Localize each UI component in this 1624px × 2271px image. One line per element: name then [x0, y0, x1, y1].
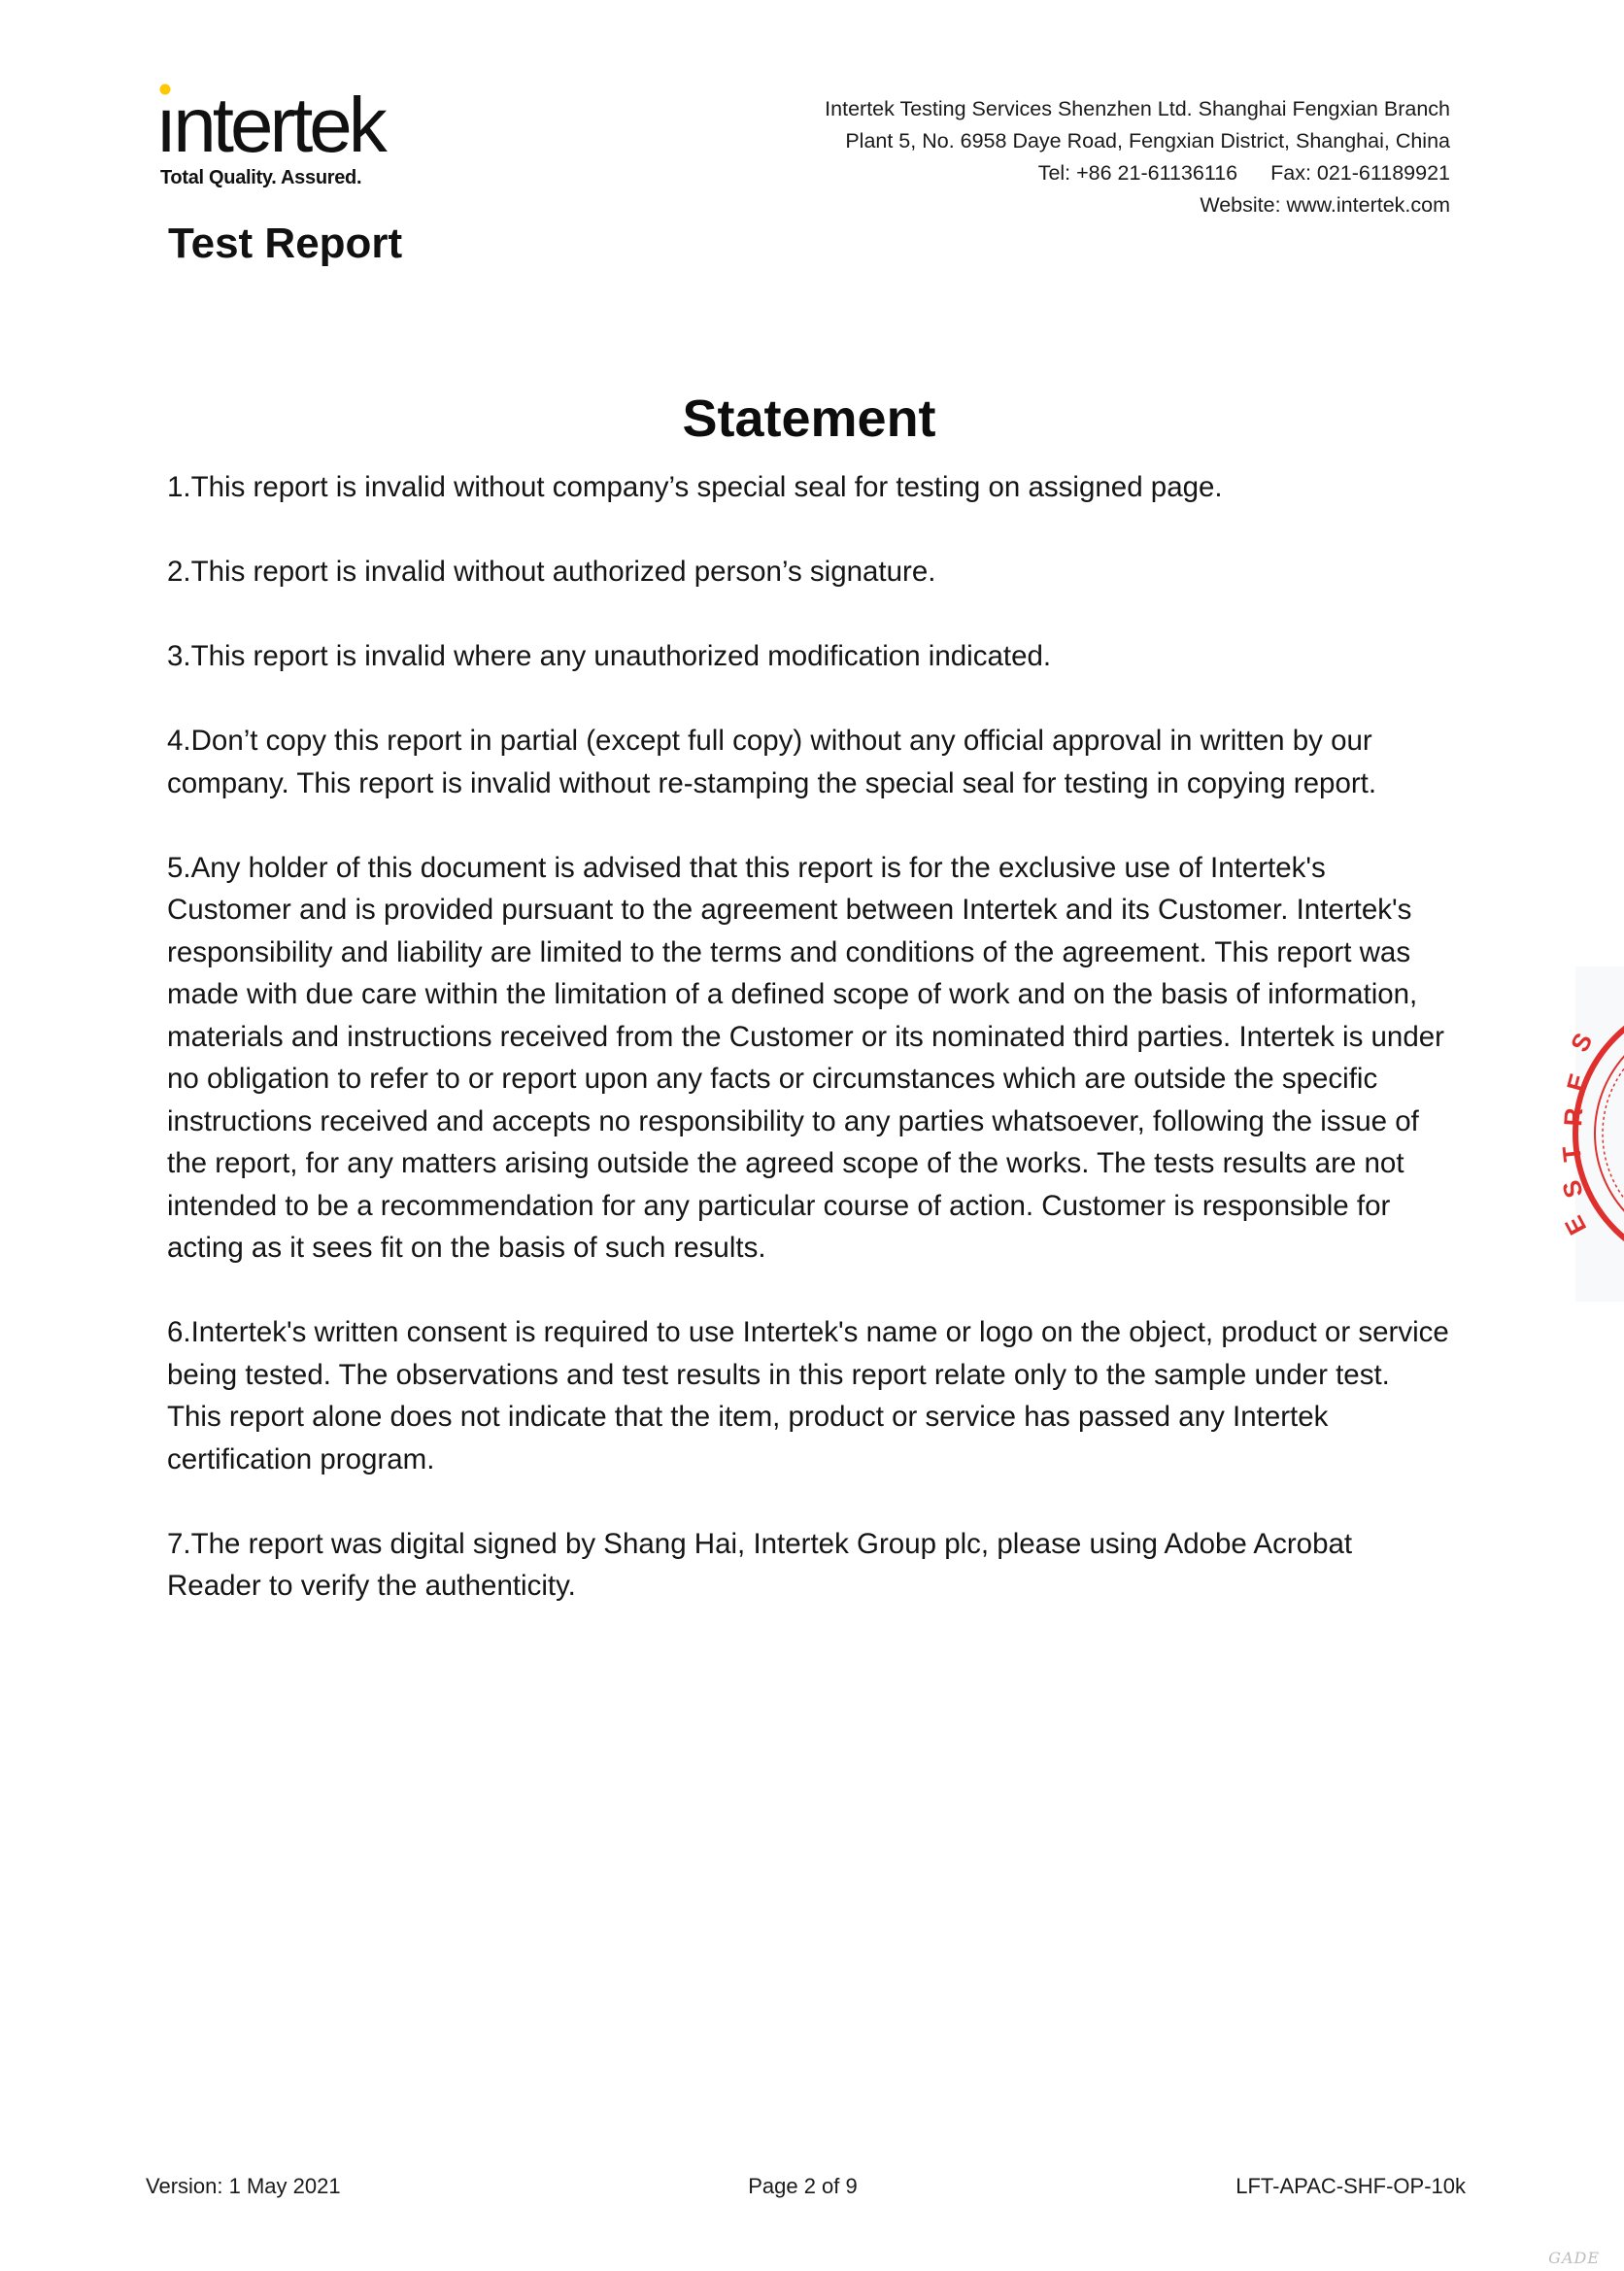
logo-tagline: Total Quality. Assured.: [160, 167, 362, 188]
svg-text:S: S: [1564, 1028, 1599, 1057]
fax: Fax: 021-61189921: [1270, 161, 1450, 185]
statement-title: Statement: [682, 390, 936, 448]
company-address: [825, 93, 1450, 221]
contact-line: [825, 157, 1450, 189]
svg-text:E: E: [1558, 1210, 1593, 1240]
street-address: Plant 5, No. 6958 Daye Road, Fengxian District, Shanghai, China: [845, 129, 1450, 153]
footer-page-number: Page 2 of 9: [748, 2174, 858, 2198]
footer-version: Version: 1 May 2021: [146, 2174, 341, 2198]
svg-text:S: S: [1556, 1176, 1589, 1202]
statement-item: 6.Intertek's written consent is required to use Intertek's name or logo on the object, product or service being tested. The observations and test results in this report relate only to the sample under test. This report alone does not indicate that the item, product or service has passed any Intertek certification program.: [167, 1316, 1449, 1475]
footer-document-code: LFT-APAC-SHF-OP-10k: [1235, 2174, 1466, 2198]
svg-text:R: R: [1558, 1106, 1589, 1128]
company-name: Intertek Testing Services Shenzhen Ltd. Shanghai Fengxian Branch: [825, 97, 1450, 120]
statement-item: 7.The report was digital signed by Shang Hai, Intertek Group plc, please using Adobe Acrobat Reader to verify the authenticity.: [167, 1527, 1353, 1602]
statement-item: 3.This report is invalid where any unauthorized modification indicated.: [167, 640, 1052, 672]
watermark: GADE: [1548, 2249, 1600, 2267]
svg-text:T: T: [1556, 1144, 1587, 1164]
svg-text:E: E: [1560, 1070, 1594, 1095]
statement-item: 4.Don’t copy this report in partial (except full copy) without any official approval in written by our company. This report is invalid without re-stamping the special seal for testing in copying report.: [167, 725, 1377, 799]
telephone: Tel: +86 21-61136116: [1037, 161, 1238, 185]
seal-stamp-icon: [1556, 966, 1624, 1302]
svg-text:ıntertek: ıntertek: [155, 82, 384, 168]
statement-item: 5.Any holder of this document is advised that this report is for the exclusive use of Intertek's Customer and is provided pursuant to the agreement between Intertek and its Customer. Intertek's responsibility and liability are limited to the terms and conditions of the agreement. This report was made with due care within the limitation of a defined scope of work and on the basis of information, materials and instructions received from the Customer or its nominated third parties. Intertek is under no obligation to refer to or report upon any facts or circumstances which are outside the specific instructions received and accepts no responsibility to any parties whatsoever, following the issue of the report, for any matters arising outside the agreed scope of the works. The tests results are not intended to be a recommendation for any particular course of action. Customer is responsible for acting as it sees fit on the basis of such results.: [167, 851, 1444, 1264]
statement-item: 2.This report is invalid without authorized person’s signature.: [167, 556, 936, 588]
website: Website: www.intertek.com: [1200, 193, 1450, 217]
statement-list: [167, 466, 1449, 1649]
statement-item: 1.This report is invalid without company’s special seal for testing on assigned page.: [167, 471, 1223, 503]
intertek-logo: [155, 82, 450, 192]
intertek-wordmark-icon: [155, 82, 450, 168]
report-title: Test Report: [168, 220, 403, 267]
